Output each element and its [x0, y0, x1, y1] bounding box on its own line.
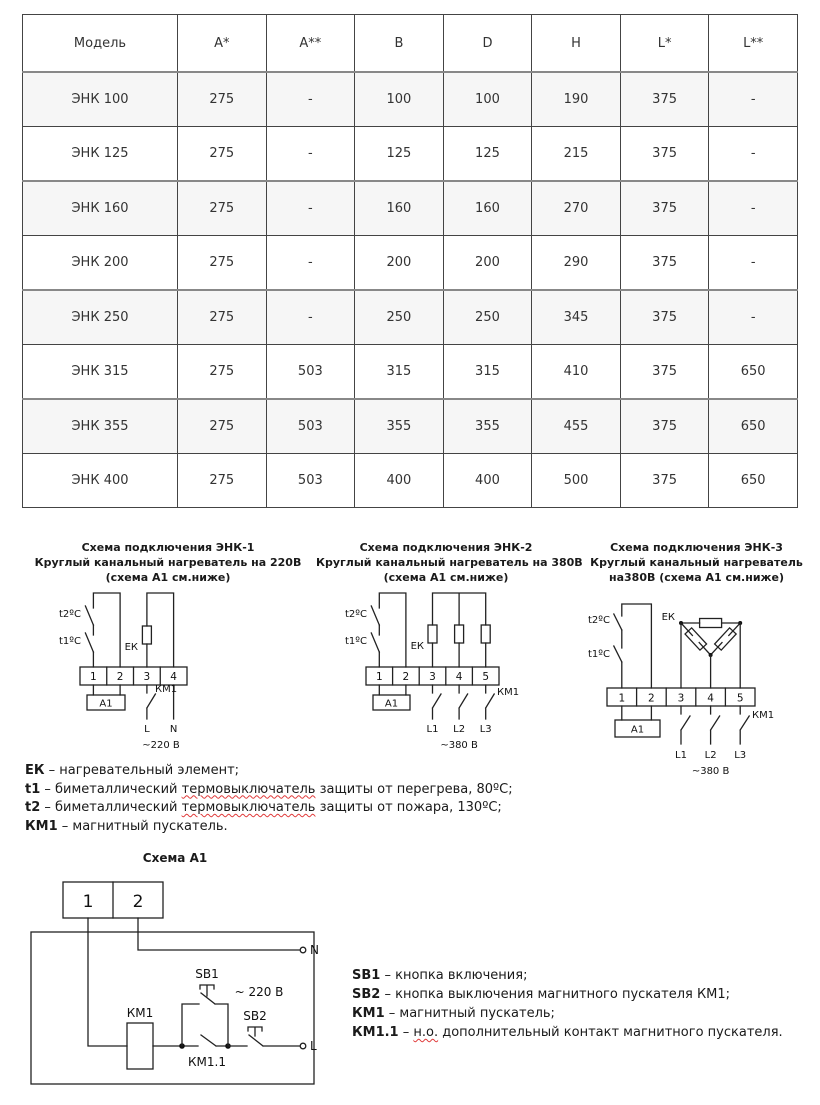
neutral-wire [138, 918, 319, 957]
legend-line-t1 [25, 781, 565, 800]
dimension-cell: 410 [532, 345, 621, 400]
l-terminal-label: L [310, 1039, 317, 1053]
heater-element-icon [428, 625, 437, 643]
t2-label: t2ºC [588, 615, 610, 626]
model-cell: ЭНК 355 [23, 399, 178, 454]
dimension-cell: 455 [532, 399, 621, 454]
dimension-cell: 100 [443, 72, 532, 127]
diagram-enk2-schematic [323, 586, 573, 756]
col-header-d: D [443, 15, 532, 73]
heater-element-icon [455, 625, 464, 643]
dimension-cell: 375 [620, 181, 709, 236]
dimension-cell: - [266, 72, 355, 127]
model-cell: ЭНК 200 [23, 236, 178, 291]
km1-label: КМ1 [126, 1006, 154, 1020]
diagram-enk3-schematic [572, 592, 820, 792]
dimension-cell: 375 [620, 127, 709, 182]
legend-line-km1 [352, 1004, 802, 1023]
table-row [23, 72, 798, 127]
model-cell: ЭНК 400 [23, 454, 178, 508]
diagram1-title-line1: Схема подключения ЭНК-1 [81, 541, 255, 554]
heater-delta-circuit [662, 612, 743, 688]
dimension-cell: 275 [178, 236, 267, 291]
dimension-cell: 355 [443, 399, 532, 454]
dimension-cell: 200 [443, 236, 532, 291]
line-l1-label: L1 [426, 724, 439, 735]
controller-a1-box [373, 685, 410, 710]
legend-text: – [402, 1025, 414, 1040]
heater-element-icon [481, 625, 490, 643]
km1-coil [127, 1023, 153, 1069]
col-header-l2: L** [709, 15, 798, 73]
km1-label: КМ1 [497, 687, 520, 698]
legend-text: – биметаллический [44, 800, 182, 815]
terminal-strip [63, 882, 163, 918]
dimension-cell: 650 [709, 399, 798, 454]
legend-text: – нагревательный элемент; [48, 763, 240, 778]
table-row [23, 399, 798, 454]
dimension-cell: - [709, 290, 798, 345]
terminal-4: 4 [170, 671, 177, 683]
dimension-cell: 270 [532, 181, 621, 236]
t1-label: t1ºC [588, 649, 610, 660]
legend-term: SB2 [352, 987, 381, 1002]
legend-line-km1 [25, 818, 565, 837]
heater-element-icon [715, 628, 737, 650]
dimension-cell: - [709, 236, 798, 291]
km11-label: КМ1.1 [188, 1055, 226, 1069]
legend-text: – кнопка выключения магнитного пускателя КМ1; [384, 987, 731, 1002]
dimension-cell: - [709, 72, 798, 127]
schema-a1-title: Схема А1 [142, 851, 208, 865]
line-l-label: L [144, 724, 150, 735]
dimension-cell: - [709, 127, 798, 182]
line-l3-label: L3 [734, 750, 747, 761]
heater-element-icon [142, 626, 151, 644]
thermostat-circuit [345, 593, 406, 667]
dimension-cell: - [709, 181, 798, 236]
sb2-button [228, 1009, 317, 1053]
dimension-cell: 250 [355, 290, 444, 345]
a1-label: А1 [630, 724, 645, 736]
dimension-cell: 503 [266, 454, 355, 508]
diagram-enk1-schematic [24, 586, 274, 756]
dimensions-table [22, 14, 798, 508]
terminal-5: 5 [482, 671, 490, 683]
model-cell: ЭНК 250 [23, 290, 178, 345]
t1-label: t1ºC [345, 636, 367, 647]
diagram1-title-line3: (схема А1 см.ниже) [105, 571, 231, 584]
terminal-2: 2 [132, 892, 144, 912]
schema-a1-diagram [15, 870, 335, 1100]
legend-text: – биметаллический [44, 781, 182, 797]
dimension-cell: 215 [532, 127, 621, 182]
schema-a1-legend [352, 966, 802, 1042]
dimension-cell: 100 [355, 72, 444, 127]
dimension-cell: 375 [620, 290, 709, 345]
dimension-cell: 400 [355, 454, 444, 508]
diagram3-title-line3: на380В (схема А1 см.ниже) [609, 571, 784, 584]
legend-term: t1 [25, 781, 41, 797]
ek-label: ЕК [661, 612, 675, 623]
dimension-cell: 275 [178, 345, 267, 400]
col-header-model: Модель [23, 15, 178, 73]
legend-misspelled-word: н.о. [413, 1025, 439, 1040]
thermostat-circuit [59, 593, 120, 667]
sb1-label: SB1 [195, 967, 219, 981]
diagram2-title-line2: Круглый канальный нагреватель на 380В [316, 556, 583, 569]
col-header-a2: A** [266, 15, 355, 73]
table-body [23, 72, 798, 508]
voltage-label: ~ 220 В [234, 985, 284, 999]
ek-label: ЕК [410, 641, 424, 652]
diagram2-title-line3: (схема А1 см.ниже) [383, 571, 509, 584]
a1-label: А1 [384, 698, 399, 710]
legend-line-sb2 [352, 985, 802, 1004]
diagram3-title-line2: Круглый канальный нагреватель [590, 556, 803, 569]
table-header-row [23, 15, 798, 73]
table-row [23, 454, 798, 508]
terminal-4: 4 [455, 671, 463, 683]
legend-line-t2 [25, 799, 565, 818]
km1-label: КМ1 [155, 684, 178, 695]
diagram1-title-line2: Круглый канальный нагреватель на 220В [34, 556, 302, 569]
model-cell: ЭНК 160 [23, 181, 178, 236]
dimension-cell: 275 [178, 399, 267, 454]
legend-text: дополнительный контакт магнитного пускателя. [438, 1025, 783, 1040]
legend-line-ek [25, 762, 565, 781]
model-cell: ЭНК 100 [23, 72, 178, 127]
dimension-cell: 200 [355, 236, 444, 291]
voltage-label: ~380 В [691, 766, 730, 777]
line-l1-label: L1 [675, 750, 687, 761]
dimension-cell: 160 [355, 181, 444, 236]
terminal-3: 3 [143, 671, 151, 683]
dimension-cell: 275 [178, 127, 267, 182]
dimension-cell: 290 [532, 236, 621, 291]
diagram2-title-line1: Схема подключения ЭНК-2 [359, 541, 533, 554]
dimension-cell: 125 [355, 127, 444, 182]
col-header-l1: L* [620, 15, 709, 73]
km1-label: КМ1 [752, 710, 775, 721]
heater-circuit [411, 593, 491, 667]
ek-label: ЕК [124, 642, 138, 653]
enclosure-outline [31, 932, 314, 1084]
km1-contacts-and-supply [675, 706, 774, 777]
dimension-cell: 355 [355, 399, 444, 454]
legend-text: – магнитный пускатель; [388, 1006, 555, 1021]
dimension-cell: 650 [709, 345, 798, 400]
dimension-cell: 375 [620, 454, 709, 508]
terminal-4: 4 [707, 692, 714, 705]
legend-text: – кнопка включения; [384, 968, 528, 983]
voltage-label: ~380 В [440, 740, 478, 751]
sb2-label: SB2 [243, 1009, 267, 1023]
coil-branch [88, 918, 182, 1069]
legend-term: КМ1.1 [352, 1025, 399, 1040]
legend-misspelled-word: термовыключатель [181, 781, 316, 797]
legend-text: – магнитный пускатель. [61, 818, 228, 834]
km1-contact-and-supply [142, 684, 180, 751]
legend-line-km11 [352, 1023, 802, 1042]
dimension-cell: 275 [178, 454, 267, 508]
dimension-cell: - [266, 290, 355, 345]
t2-label: t2ºC [345, 609, 367, 620]
line-l2-label: L2 [704, 750, 717, 761]
dimension-cell: 375 [620, 399, 709, 454]
controller-a1-box [87, 685, 125, 710]
dimension-cell: - [266, 236, 355, 291]
legend-term: SB1 [352, 968, 381, 983]
t1-label: t1ºC [59, 636, 81, 647]
dimension-cell: 275 [178, 181, 267, 236]
diagram3-title [575, 540, 818, 585]
dimension-cell: 375 [620, 72, 709, 127]
table-row [23, 236, 798, 291]
heater-element-icon [685, 628, 707, 650]
legend-text: защиты от перегрева, 80ºС; [315, 781, 513, 797]
dimension-cell: 500 [532, 454, 621, 508]
col-header-h: H [532, 15, 621, 73]
n-terminal-label: N [310, 943, 319, 957]
components-legend [25, 762, 565, 836]
a1-label: А1 [99, 698, 113, 710]
terminal-1: 1 [618, 692, 626, 705]
model-cell: ЭНК 315 [23, 345, 178, 400]
legend-term: ЕК [25, 763, 45, 778]
table-row [23, 345, 798, 400]
line-l2-label: L2 [453, 724, 466, 735]
legend-misspelled-word: термовыключатель [181, 800, 316, 815]
heater-circuit [125, 593, 174, 667]
voltage-label: ~220 В [142, 740, 180, 751]
line-n-label: N [169, 724, 178, 735]
diagram2-title [316, 540, 583, 585]
dimension-cell: 375 [620, 345, 709, 400]
t2-label: t2ºC [59, 609, 81, 620]
dimension-cell: 125 [443, 127, 532, 182]
km11-contact [179, 1035, 231, 1069]
controller-a1-box [615, 706, 660, 737]
col-header-b: B [355, 15, 444, 73]
legend-term: КМ1 [25, 818, 58, 834]
terminal-strip [607, 688, 755, 706]
dimension-cell: 250 [443, 290, 532, 345]
col-header-a1: A* [178, 15, 267, 73]
dimension-cell: 315 [355, 345, 444, 400]
line-l3-label: L3 [479, 724, 492, 735]
legend-term: КМ1 [352, 1006, 385, 1021]
model-cell: ЭНК 125 [23, 127, 178, 182]
legend-term: t2 [25, 800, 41, 815]
km1-contacts-and-supply [427, 685, 520, 751]
heater-element-icon [700, 619, 722, 628]
dimension-cell: 400 [443, 454, 532, 508]
terminal-2: 2 [116, 671, 124, 683]
terminal-strip [366, 667, 499, 685]
terminal-3: 3 [677, 692, 685, 705]
terminal-2: 2 [648, 692, 655, 705]
dimension-cell: - [266, 127, 355, 182]
terminal-5: 5 [736, 692, 744, 705]
terminal-2: 2 [402, 671, 410, 683]
terminal-1: 1 [375, 671, 383, 683]
dimension-cell: 345 [532, 290, 621, 345]
dimension-cell: 315 [443, 345, 532, 400]
dimension-cell: 503 [266, 399, 355, 454]
dimension-cell: - [266, 181, 355, 236]
diagram3-title-line1: Схема подключения ЭНК-3 [610, 541, 783, 554]
thermostat-circuit [588, 604, 651, 688]
terminal-1: 1 [82, 892, 94, 912]
terminal-3: 3 [429, 671, 436, 683]
legend-line-sb1 [352, 966, 802, 985]
dimension-cell: 275 [178, 290, 267, 345]
dimension-cell: 190 [532, 72, 621, 127]
table-row [23, 181, 798, 236]
terminal-strip [80, 667, 187, 685]
legend-text: защиты от пожара, 130ºС; [315, 800, 502, 815]
sb1-button-branch [182, 967, 228, 1046]
table-row [23, 290, 798, 345]
diagram1-title [8, 540, 328, 585]
dimension-cell: 503 [266, 345, 355, 400]
dimension-cell: 375 [620, 236, 709, 291]
table-row [23, 127, 798, 182]
dimension-cell: 160 [443, 181, 532, 236]
terminal-1: 1 [90, 671, 97, 683]
dimension-cell: 275 [178, 72, 267, 127]
dimension-cell: 650 [709, 454, 798, 508]
